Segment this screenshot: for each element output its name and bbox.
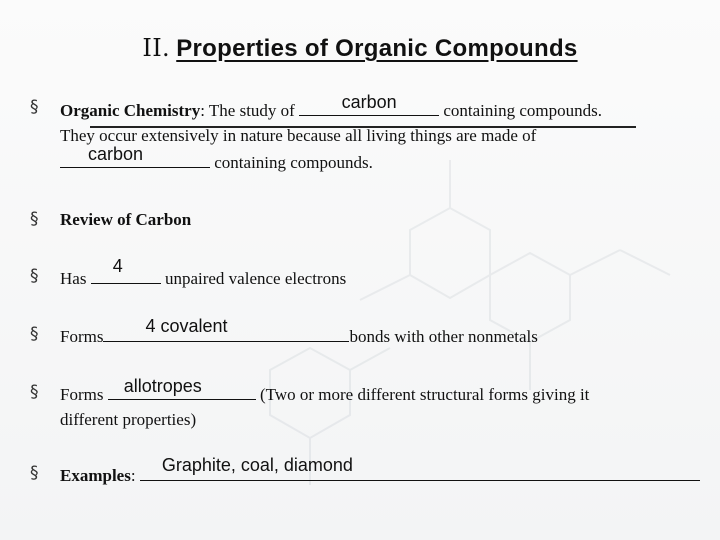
bullet-marker: § (30, 97, 39, 117)
item-text: different properties) (60, 410, 197, 429)
item-allotropes (60, 376, 710, 432)
slide-title (0, 34, 720, 63)
bullet-marker: § (30, 266, 39, 286)
term-organic-chemistry: Organic Chemistry (60, 101, 201, 120)
answer-blank (108, 376, 256, 400)
term-examples: Examples (60, 466, 131, 485)
answer-blank (103, 316, 349, 342)
item-text: containing compounds. (443, 101, 602, 120)
bullet-marker: § (30, 209, 39, 229)
item-examples (60, 455, 710, 488)
bullet-marker: § (30, 324, 39, 344)
answer-text: carbon (88, 144, 144, 164)
answer-blank (91, 256, 161, 284)
item-text: unpaired valence electrons (164, 269, 347, 288)
title-number: II. (142, 34, 170, 62)
item-valence-electrons (60, 256, 710, 291)
item-text: Forms (60, 385, 104, 404)
item-text: They occur extensively in nature because all living things are made of (60, 126, 537, 145)
bullet-marker: § (30, 463, 39, 483)
answer-text: 4 covalent (145, 316, 228, 336)
item-text: : The study of (200, 101, 295, 120)
item-line (60, 144, 710, 175)
item-line (60, 92, 710, 123)
answer-text: carbon (341, 92, 397, 112)
answer-blank (60, 144, 210, 168)
title-text: Properties of Organic Compounds (176, 35, 578, 62)
item-text: containing compounds. (214, 153, 373, 172)
answer-text: 4 (112, 256, 123, 276)
bullet-marker: § (30, 382, 39, 402)
divider-line (90, 126, 636, 128)
item-text: Forms (60, 327, 104, 346)
item-line (60, 407, 710, 432)
item-line (60, 376, 710, 407)
answer-text: allotropes (123, 376, 202, 396)
item-review-of-carbon: Review of Carbon (60, 210, 192, 229)
answer-blank (299, 92, 439, 116)
item-text: (Two or more different structural forms giving it (259, 385, 590, 404)
item-text: Has (60, 269, 87, 288)
item-organic-chemistry (60, 92, 710, 175)
item-text: bonds with other nonmetals (349, 327, 538, 346)
item-text: : (130, 466, 136, 485)
answer-blank (140, 455, 700, 481)
answer-text: Graphite, coal, diamond (161, 455, 353, 475)
item-covalent-bonds (60, 316, 710, 349)
